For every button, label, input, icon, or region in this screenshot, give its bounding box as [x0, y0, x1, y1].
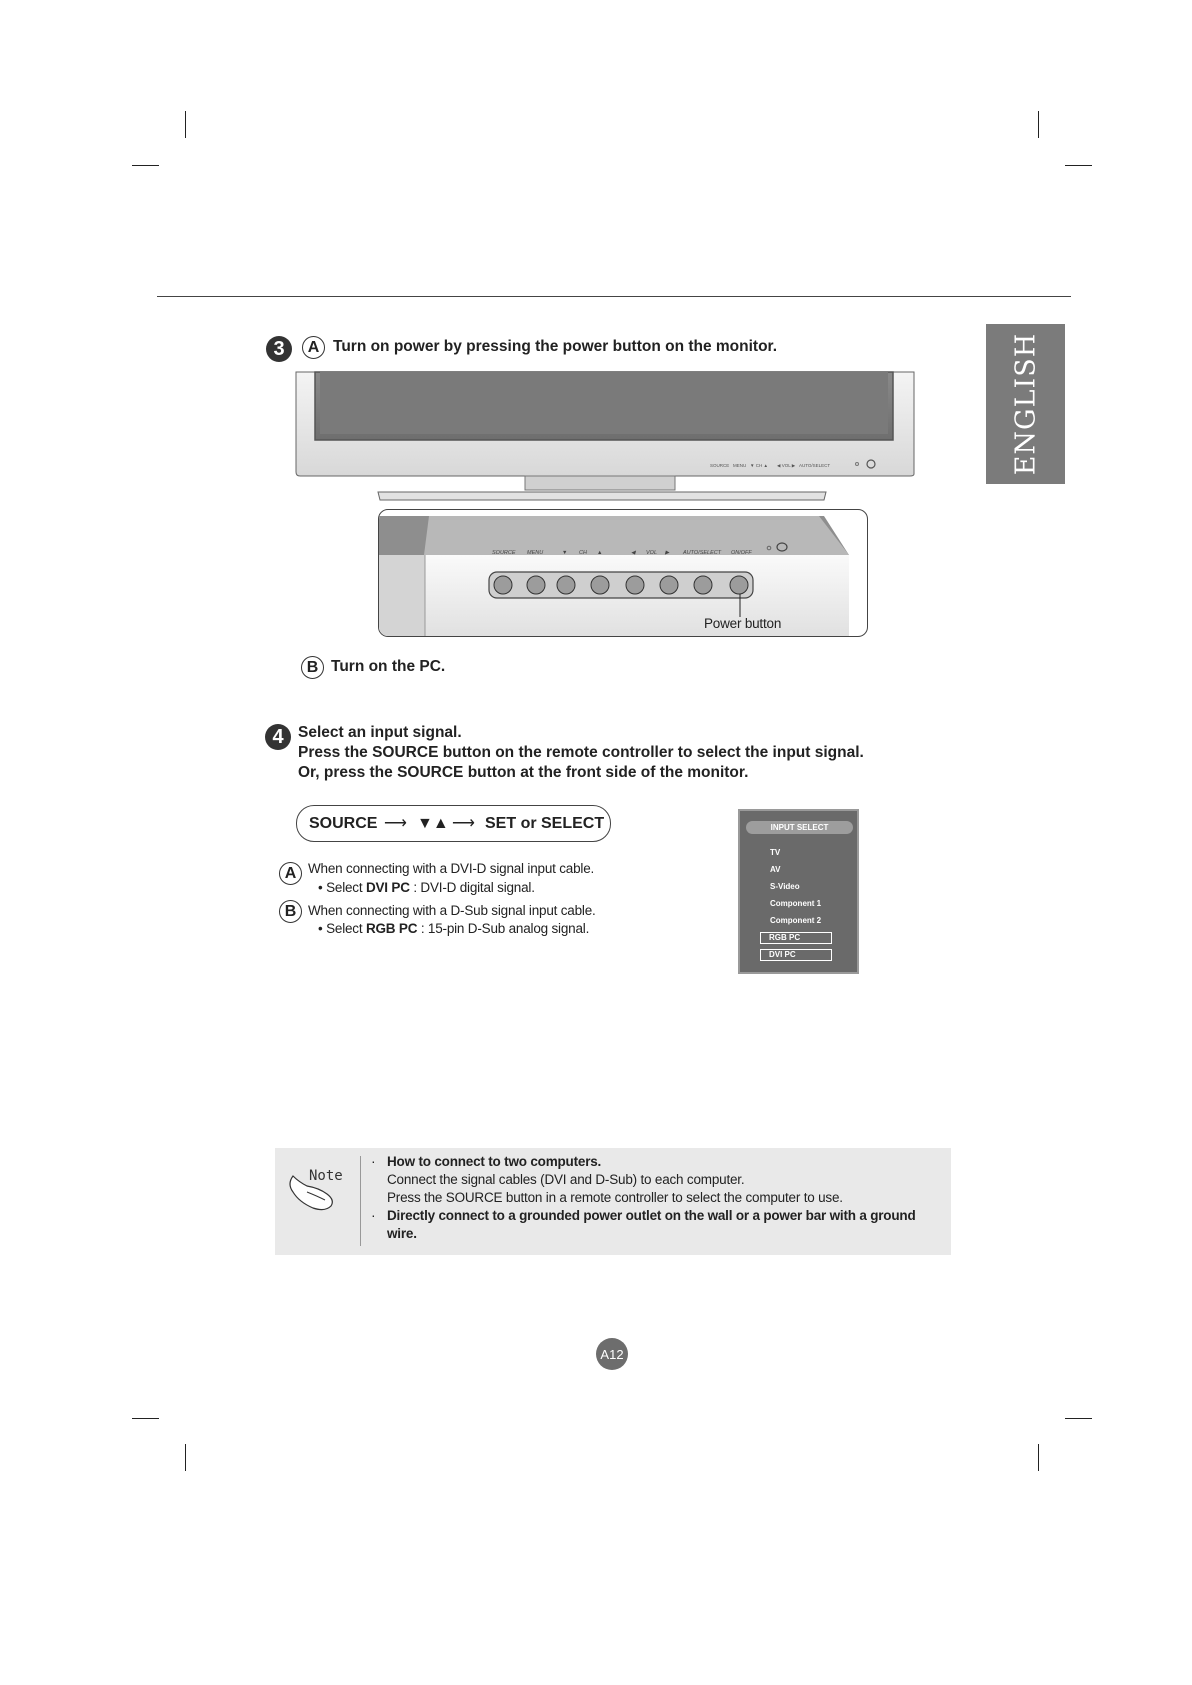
note-label: Note: [309, 1168, 343, 1184]
step-3a-text: Turn on power by pressing the power button on the monitor.: [333, 338, 778, 355]
panel-ch-up-icon: ▲: [597, 550, 603, 556]
step-4b-sub-bold: RGB PC: [365, 921, 418, 936]
step-4a-text: When connecting with a DVI-D signal input cable.: [308, 861, 595, 876]
crop-mark: [1038, 111, 1039, 138]
step-3b-marker: B: [301, 656, 324, 679]
menu-item-dvi-pc: DVI PC: [760, 949, 832, 961]
step-4a-sub-prefix: Select: [326, 880, 366, 895]
menu-title: INPUT SELECT: [746, 821, 853, 834]
crop-mark: [1065, 1418, 1092, 1419]
note-bullet2-line1: Directly connect to a grounded power outlet on the wall or a power bar with a ground: [387, 1208, 916, 1223]
note-bullet1-title: How to connect to two computers.: [387, 1154, 602, 1169]
monitor-illustration: [290, 368, 930, 510]
menu-item-component-2: Component 2: [770, 916, 822, 925]
panel-label-source: SOURCE: [492, 550, 516, 556]
language-tab: [986, 324, 1065, 484]
menu-item-av: AV: [770, 865, 781, 874]
control-panel-closeup: [378, 509, 868, 637]
svg-text:SOURCE: SOURCE: [710, 463, 730, 468]
sequence-source: SOURCE: [309, 815, 378, 832]
note-bullet1-line3: Press the SOURCE button in a remote controller to select the computer to use.: [387, 1190, 843, 1205]
crop-mark: [132, 1418, 159, 1419]
crop-mark: [185, 111, 186, 138]
panel-label-vol: VOL: [646, 550, 658, 556]
panel-vol-left-icon: ◀: [631, 550, 636, 556]
step-4b-sub-prefix: Select: [326, 921, 366, 936]
crop-mark: [185, 1444, 186, 1471]
step-4-marker: 4: [265, 724, 291, 750]
bullet-icon: •: [318, 880, 327, 895]
step-4-line1: Select an input signal.: [298, 724, 462, 741]
page-number: A12: [596, 1338, 628, 1370]
sequence-set: SET or SELECT: [485, 815, 605, 832]
step-4a-sub-rest: : DVI-D digital signal.: [409, 880, 535, 895]
panel-ch-down-icon: ▼: [562, 550, 568, 556]
crop-mark: [1038, 1444, 1039, 1471]
language-label: ENGLISH: [1010, 332, 1041, 476]
step-4-line3: Or, press the SOURCE button at the front side of the monitor.: [298, 764, 749, 781]
menu-item-component-1: Component 1: [770, 899, 822, 908]
step-4b-sub-rest: : 15-pin D-Sub analog signal.: [417, 921, 590, 936]
panel-label-auto-select: AUTO/SELECT: [683, 550, 722, 556]
panel-label-power: ON/OFF: [731, 550, 752, 556]
panel-label-menu: MENU: [527, 550, 544, 556]
arrow-right-icon: ⟶: [452, 815, 475, 832]
arrow-right-icon: ⟶: [384, 815, 407, 832]
svg-text:▼ CH ▲: ▼ CH ▲: [750, 463, 768, 468]
svg-text:◀ VOL ▶: ◀ VOL ▶: [777, 463, 796, 468]
note-separator: [360, 1156, 361, 1246]
panel-label-ch: CH: [579, 550, 587, 556]
step-3-marker: 3: [266, 336, 292, 362]
power-button-callout: Power button: [704, 616, 782, 631]
bullet-icon: •: [318, 921, 327, 936]
step-4-line2: Press the SOURCE button on the remote controller to select the input signal.: [298, 744, 864, 761]
note-bullet2-line2: wire.: [387, 1226, 417, 1241]
source-sequence: [296, 805, 611, 842]
step-4a-sub-bold: DVI PC: [365, 880, 410, 895]
svg-text:MENU: MENU: [733, 463, 747, 468]
step-4b-marker: B: [279, 900, 302, 923]
step-4b-sub: [318, 921, 589, 936]
step-4a-sub: [318, 880, 535, 895]
svg-text:AUTO/SELECT: AUTO/SELECT: [799, 463, 831, 468]
menu-item-rgb-pc: RGB PC: [760, 932, 832, 944]
bullet-icon: ·: [371, 1207, 376, 1223]
step-4a-marker: A: [279, 862, 302, 885]
header-rule: [157, 296, 1071, 297]
crop-mark: [1065, 165, 1092, 166]
bullet-icon: ·: [371, 1153, 376, 1169]
menu-item-s-video: S-Video: [770, 882, 800, 891]
menu-item-tv: TV: [770, 848, 781, 857]
input-select-menu: [738, 809, 859, 974]
step-3a-marker: A: [302, 336, 325, 359]
crop-mark: [132, 165, 159, 166]
panel-vol-right-icon: ▶: [665, 550, 670, 556]
note-bullet1-line2: Connect the signal cables (DVI and D-Sub) to each computer.: [387, 1172, 745, 1187]
step-4b-text: When connecting with a D-Sub signal input cable.: [308, 903, 596, 918]
step-3b-text: Turn on the PC.: [331, 658, 446, 675]
note-box: [275, 1148, 951, 1255]
sequence-updown: ▼▲: [417, 815, 449, 832]
